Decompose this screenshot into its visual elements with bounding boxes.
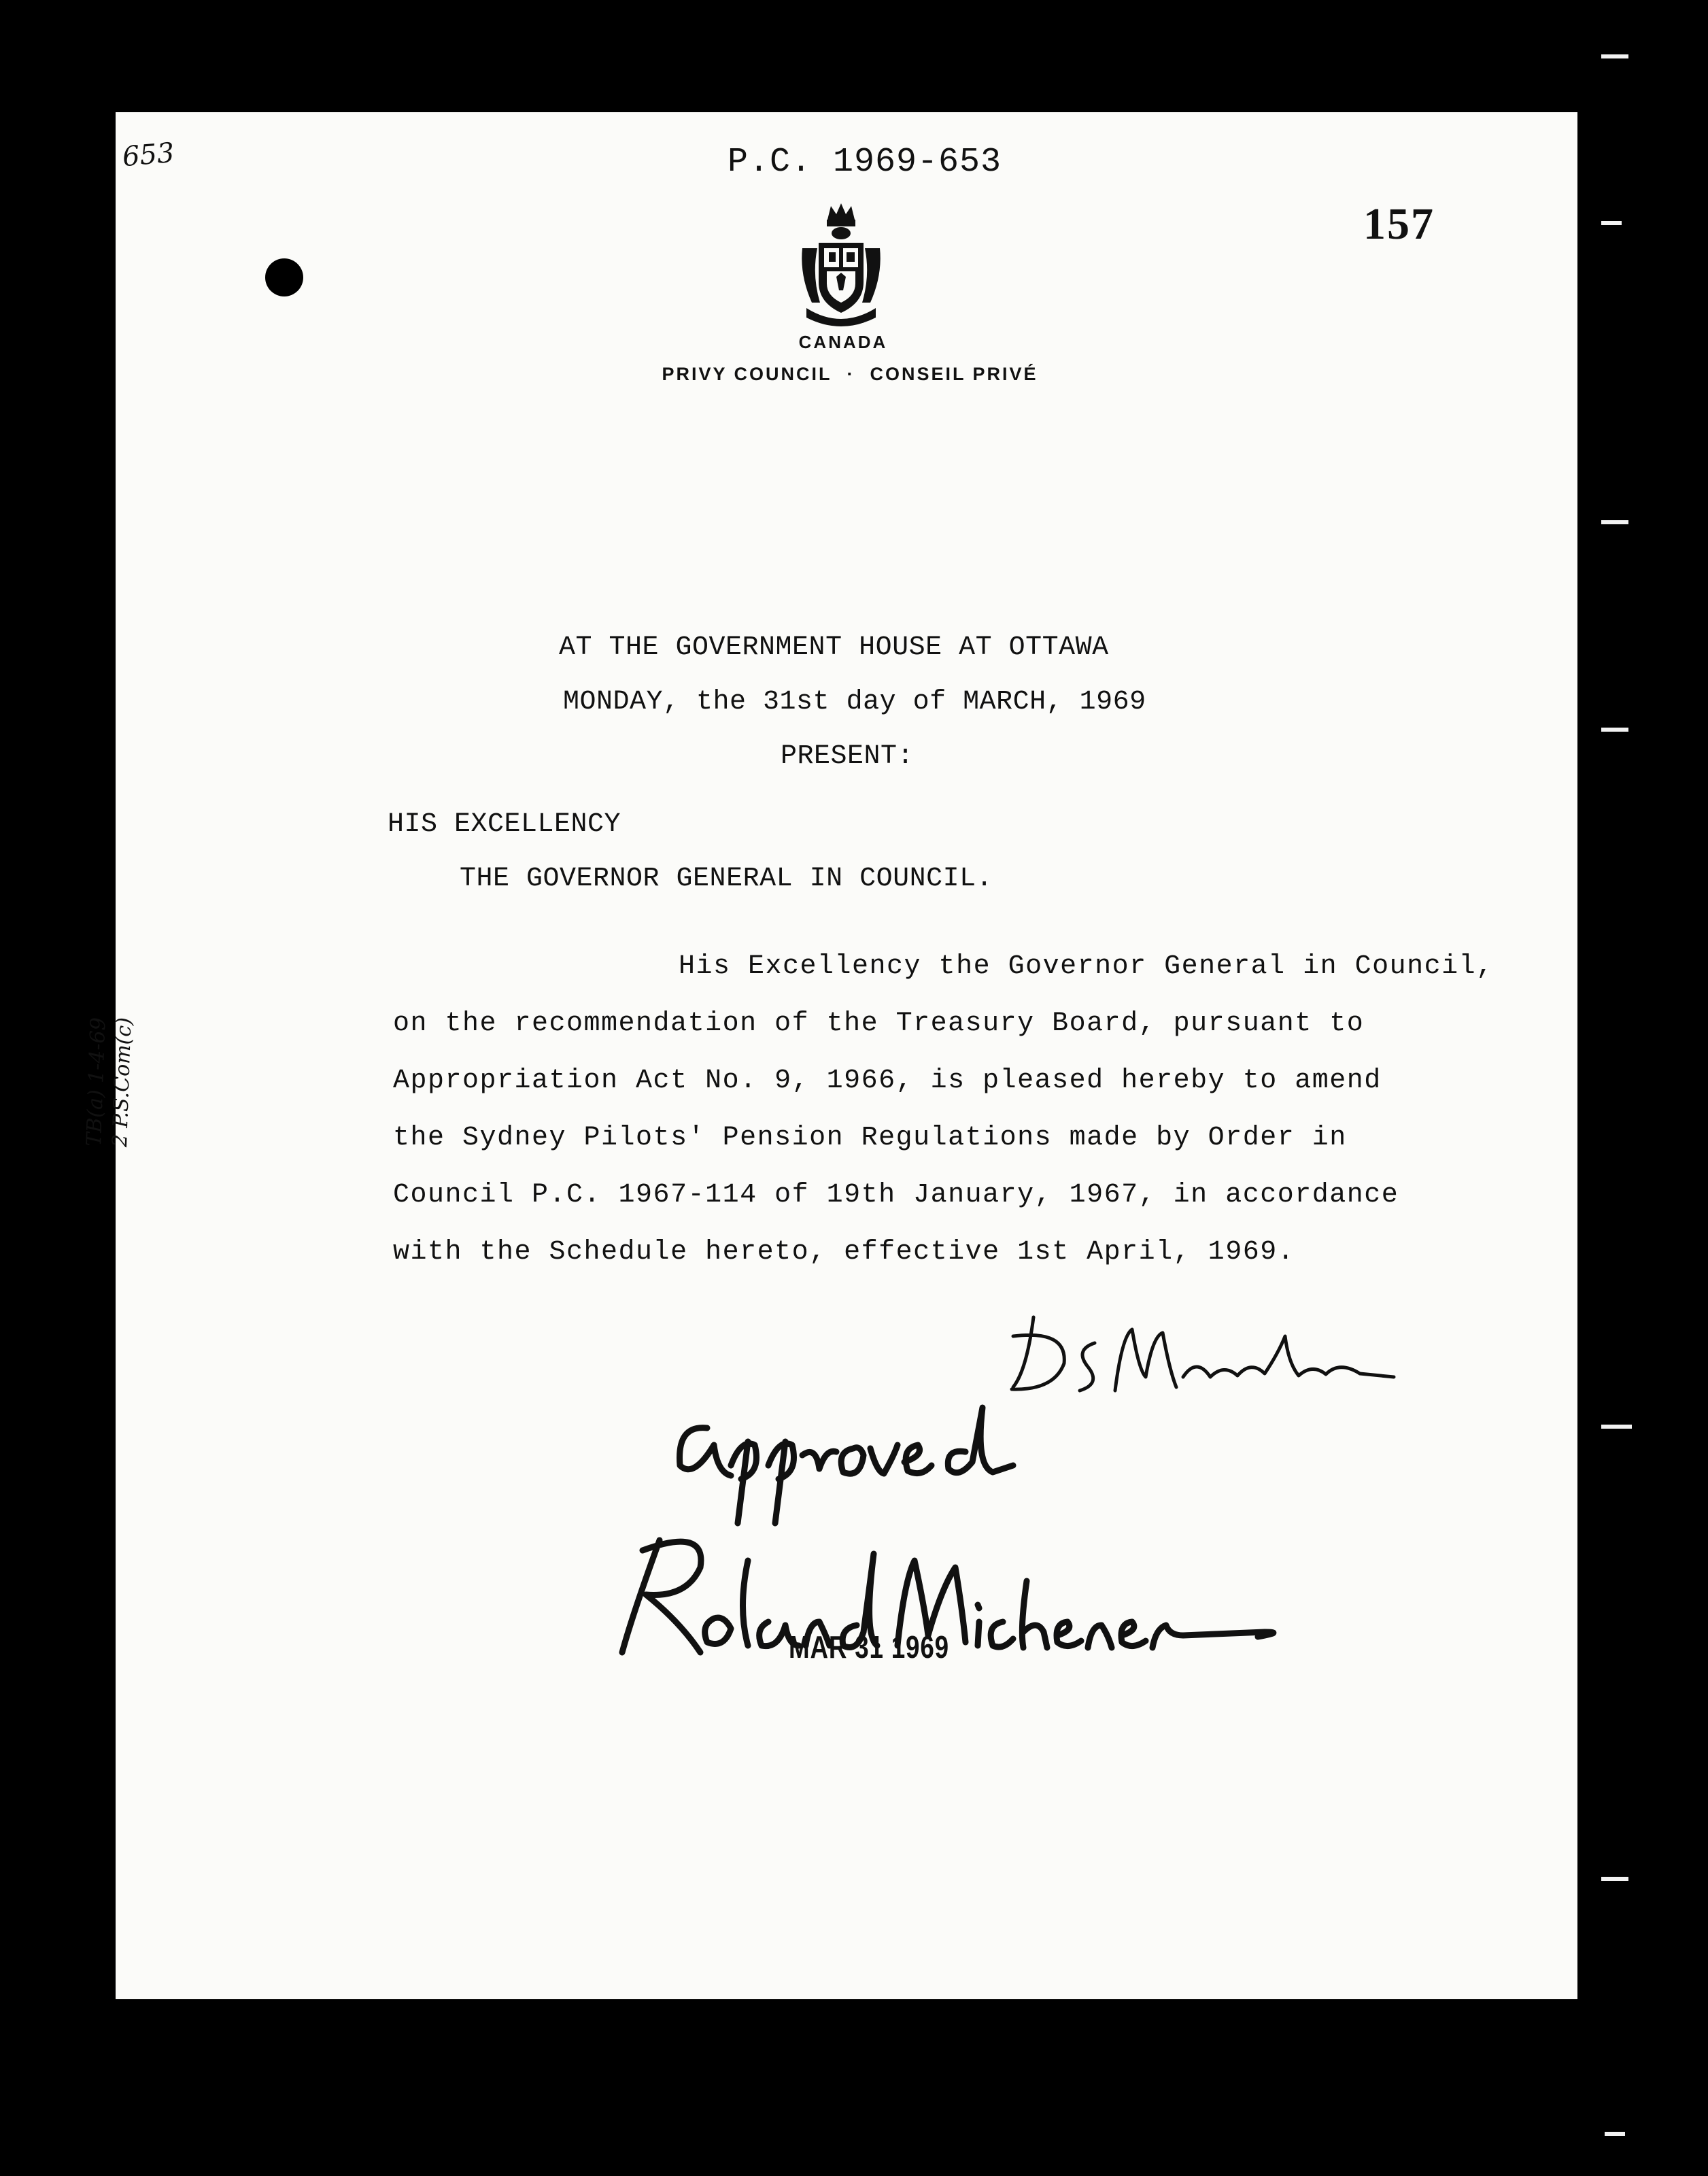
edge-mark	[1601, 1425, 1632, 1429]
page-number: 157	[1363, 199, 1435, 249]
coat-of-arms-icon	[797, 201, 885, 330]
order-number: P.C. 1969-653	[728, 143, 1002, 182]
document-page	[82, 112, 1577, 1999]
date-stamp: MAR 31 1969	[789, 1629, 949, 1665]
council-french: CONSEIL PRIVÉ	[870, 364, 1038, 384]
order-place: AT THE GOVERNMENT HOUSE AT OTTAWA	[559, 632, 1109, 663]
edge-mark	[1601, 221, 1622, 225]
handwritten-file-number: 653	[121, 137, 176, 173]
edge-mark	[1601, 1877, 1628, 1881]
margin-note: TB(a) 1-4-69 2 P.S.Com(c)	[82, 1017, 137, 1148]
council-line	[592, 364, 1108, 385]
body-line: His Excellency the Governor General in Council,	[679, 951, 1494, 982]
edge-mark	[1605, 2132, 1625, 2136]
edge-mark	[1601, 728, 1628, 732]
body-line: Appropriation Act No. 9, 1966, is pleased hereby to amend	[393, 1066, 1382, 1096]
order-body	[393, 938, 1562, 1281]
body-line: Council P.C. 1967-114 of 19th January, 1967, in accordance	[393, 1180, 1399, 1210]
council-separator: ·	[847, 364, 855, 384]
excellency-line-1: HIS EXCELLENCY	[388, 809, 621, 840]
country-label: CANADA	[798, 332, 888, 352]
council-english: PRIVY COUNCIL	[662, 364, 832, 384]
clerk-signature	[1012, 1317, 1394, 1391]
body-line: the Sydney Pilots' Pension Regulations made by Order in	[393, 1123, 1347, 1153]
excellency-line-2: THE GOVERNOR GENERAL IN COUNCIL.	[460, 864, 993, 894]
approved-handwriting	[680, 1408, 1014, 1523]
present-heading: PRESENT:	[781, 741, 915, 772]
punch-hole	[265, 258, 303, 296]
order-date: MONDAY, the 31st day of MARCH, 1969	[563, 687, 1146, 717]
edge-mark	[1601, 54, 1628, 58]
body-line: with the Schedule hereto, effective 1st April, 1969.	[393, 1237, 1295, 1268]
edge-mark	[1601, 520, 1628, 524]
body-line: on the recommendation of the Treasury Board, pursuant to	[393, 1008, 1365, 1039]
